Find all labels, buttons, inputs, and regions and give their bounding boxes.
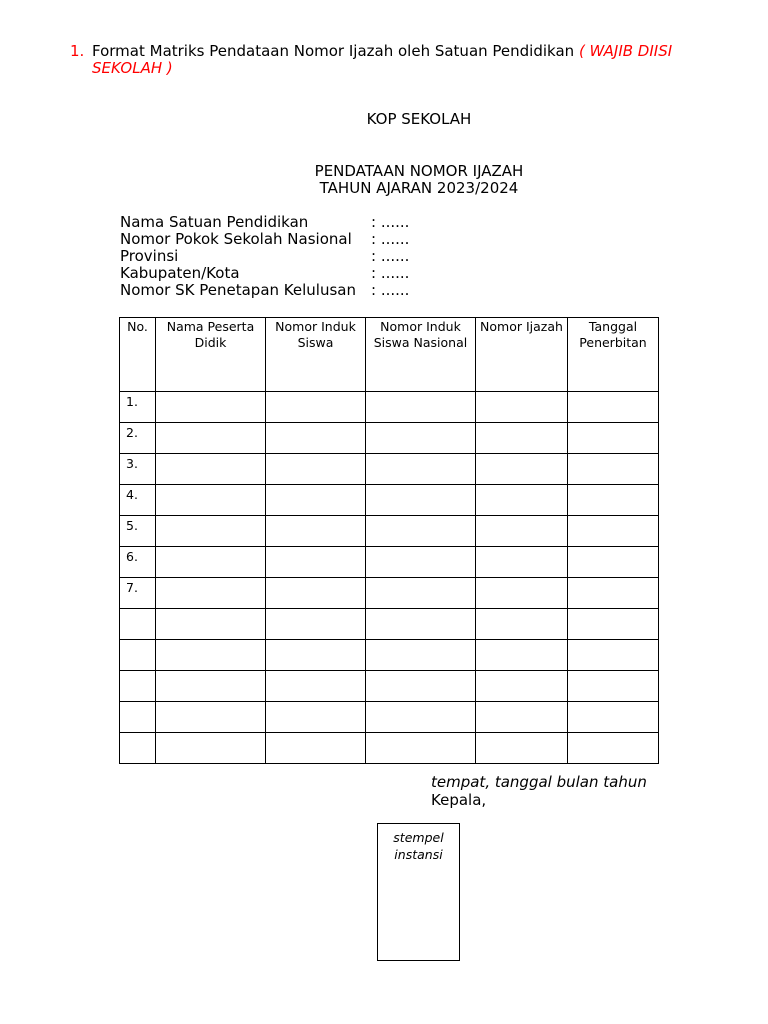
table-cell: [156, 640, 266, 671]
table-row: [120, 578, 659, 609]
table-cell: [476, 547, 568, 578]
table-cell: [366, 516, 476, 547]
table-body: [120, 392, 659, 764]
row-number-cell: 4.: [120, 485, 156, 516]
column-header-nis: Nomor Induk Siswa: [266, 318, 366, 392]
table-row: [120, 640, 659, 671]
table-cell: [476, 485, 568, 516]
table-cell: [156, 671, 266, 702]
table-cell: [156, 733, 266, 764]
document-title: PENDATAAN NOMOR IJAZAH: [314, 162, 524, 180]
table-cell: [156, 423, 266, 454]
table-cell: [476, 671, 568, 702]
table-cell: [568, 702, 659, 733]
table-cell: [476, 609, 568, 640]
info-value: : ......: [371, 264, 410, 282]
row-number-cell: 5.: [120, 516, 156, 547]
table-cell: [266, 702, 366, 733]
signature-place-date: tempat, tanggal bulan tahun: [431, 773, 647, 791]
table-row: [120, 609, 659, 640]
table-cell: [366, 454, 476, 485]
table-cell: [366, 485, 476, 516]
table-cell: [568, 578, 659, 609]
table-cell: [266, 578, 366, 609]
table-cell: [366, 392, 476, 423]
table-cell: [476, 392, 568, 423]
table-cell: [366, 423, 476, 454]
table-row: [120, 485, 659, 516]
heading-text: Format Matriks Pendataan Nomor Ijazah oleh Satuan Pendidikan: [92, 42, 575, 60]
row-number-cell: [120, 609, 156, 640]
table-row: [120, 702, 659, 733]
table-cell: [476, 702, 568, 733]
table-cell: [476, 516, 568, 547]
table-row: [120, 423, 659, 454]
table-cell: [156, 547, 266, 578]
table-cell: [266, 392, 366, 423]
row-number-cell: [120, 671, 156, 702]
table-cell: [266, 454, 366, 485]
table-cell: [568, 423, 659, 454]
table-cell: [568, 392, 659, 423]
table-header-row: [120, 318, 659, 392]
row-number-cell: [120, 702, 156, 733]
table-cell: [156, 392, 266, 423]
table-cell: [366, 702, 476, 733]
info-label: Provinsi: [120, 247, 179, 265]
table-cell: [266, 485, 366, 516]
info-label: Kabupaten/Kota: [120, 264, 240, 282]
table-cell: [266, 609, 366, 640]
row-number-cell: 3.: [120, 454, 156, 485]
heading-required-note: ( WAJIB DIISI SEKOLAH ): [92, 42, 673, 77]
table-cell: [156, 609, 266, 640]
table-cell: [568, 640, 659, 671]
table-cell: [266, 423, 366, 454]
table-row: [120, 454, 659, 485]
info-label: Nama Satuan Pendidikan: [120, 213, 309, 231]
column-header-no: No.: [120, 318, 156, 392]
table-cell: [156, 454, 266, 485]
table-cell: [366, 640, 476, 671]
table-row: [120, 547, 659, 578]
info-value: : ......: [371, 247, 410, 265]
stamp-box: [377, 823, 460, 961]
table-row: [120, 671, 659, 702]
document-subtitle: TAHUN AJARAN 2023/2024: [319, 179, 519, 197]
table-cell: [266, 547, 366, 578]
table-cell: [476, 423, 568, 454]
table-cell: [266, 516, 366, 547]
table-cell: [156, 485, 266, 516]
table-cell: [568, 733, 659, 764]
table-cell: [476, 454, 568, 485]
stamp-label: stempel instansi: [393, 830, 444, 862]
table-cell: [366, 671, 476, 702]
column-header-student-name: Nama Peserta Didik: [156, 318, 266, 392]
letterhead-placeholder: KOP SEKOLAH: [366, 110, 472, 128]
table-cell: [366, 578, 476, 609]
table-cell: [568, 516, 659, 547]
table-cell: [476, 578, 568, 609]
column-header-diploma-number: Nomor Ijazah: [476, 318, 568, 392]
table-cell: [568, 609, 659, 640]
row-number-cell: [120, 733, 156, 764]
table-cell: [366, 733, 476, 764]
row-number-cell: 6.: [120, 547, 156, 578]
table-cell: [476, 733, 568, 764]
table-cell: [266, 671, 366, 702]
row-number-cell: 2.: [120, 423, 156, 454]
signature-role: Kepala,: [431, 791, 487, 809]
info-value: : ......: [371, 213, 410, 231]
table-cell: [366, 547, 476, 578]
row-number-cell: [120, 640, 156, 671]
table-cell: [568, 454, 659, 485]
info-label: Nomor SK Penetapan Kelulusan: [120, 281, 356, 299]
table-cell: [568, 547, 659, 578]
column-header-issue-date: Tanggal Penerbitan: [568, 318, 659, 392]
table-cell: [366, 609, 476, 640]
info-value: : ......: [371, 230, 410, 248]
table-row: [120, 733, 659, 764]
list-number: 1.: [70, 42, 85, 60]
column-header-nisn: Nomor Induk Siswa Nasional: [366, 318, 476, 392]
table-cell: [266, 640, 366, 671]
table-row: [120, 392, 659, 423]
info-label: Nomor Pokok Sekolah Nasional: [120, 230, 352, 248]
table-cell: [568, 671, 659, 702]
diploma-number-table: [119, 317, 659, 764]
table-row: [120, 516, 659, 547]
table-cell: [156, 516, 266, 547]
table-cell: [266, 733, 366, 764]
table-cell: [156, 702, 266, 733]
heading-text-block: [92, 43, 712, 77]
table-cell: [568, 485, 659, 516]
info-value: : ......: [371, 281, 410, 299]
row-number-cell: 7.: [120, 578, 156, 609]
table-cell: [156, 578, 266, 609]
row-number-cell: 1.: [120, 392, 156, 423]
table-cell: [476, 640, 568, 671]
